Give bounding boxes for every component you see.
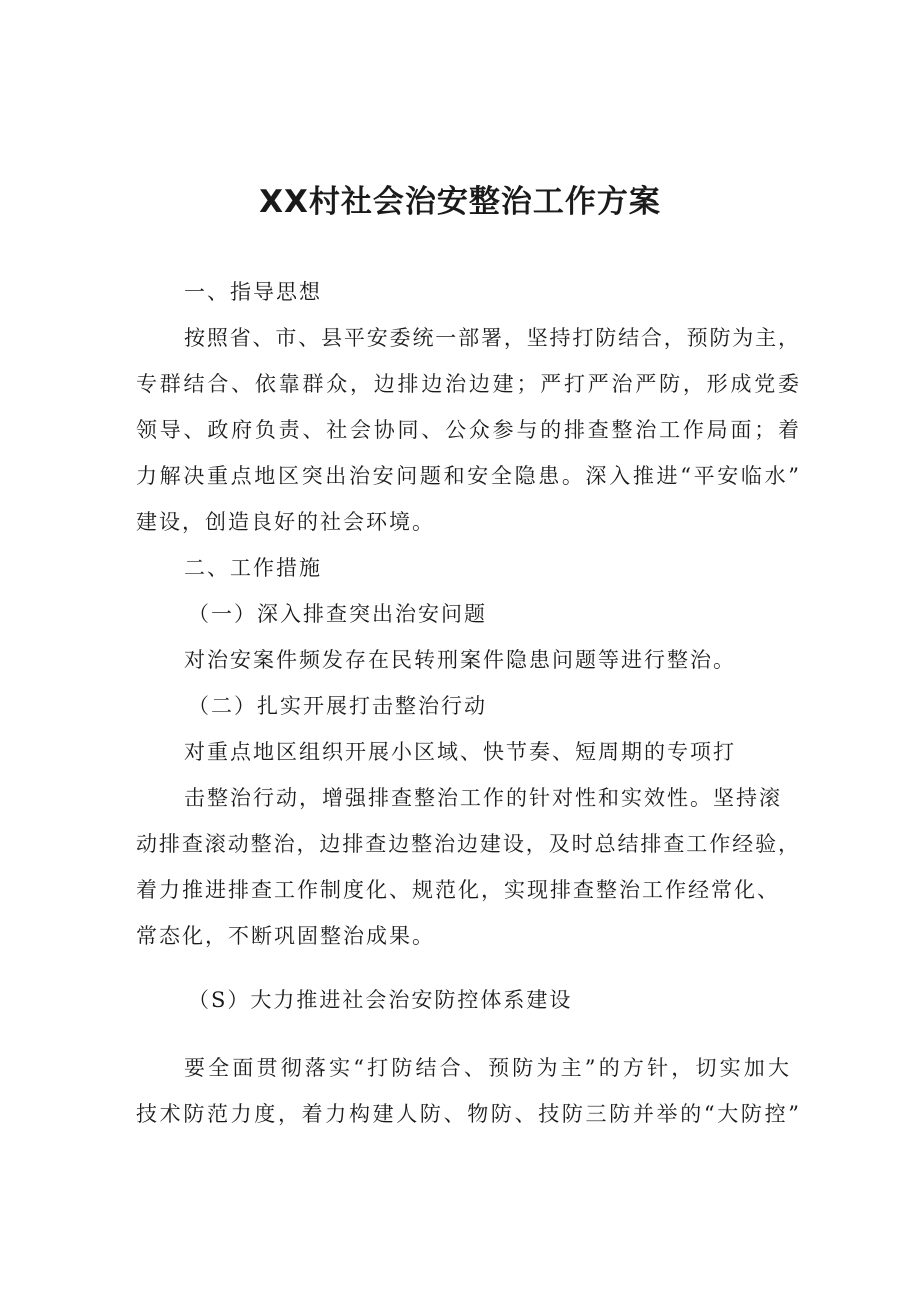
- paragraph-line: 动排查滚动整治，边排查边整治边建设，及时总结排查工作经验，: [136, 832, 800, 856]
- paragraph-line: 要全面贯彻落实“打防结合、预防为主”的方针，切实加大: [184, 1056, 790, 1080]
- paragraph-line: 着力推进排查工作制度化、规范化，实现排查整治工作经常化、: [136, 878, 780, 902]
- paragraph-line: 领导、政府负责、社会协同、公众参与的排查整治工作局面；着: [136, 418, 800, 442]
- section-heading-guiding-ideology: 一、指导思想: [184, 280, 322, 304]
- paragraph-line: 击整治行动，增强排查整治工作的针对性和实效性。坚持滚: [184, 786, 782, 810]
- subsection-heading: （S）大力推进社会治安防控体系建设: [188, 988, 573, 1012]
- paragraph-line: 按照省、市、县平安委统一部署，坚持打防结合，预防为主，: [184, 326, 800, 350]
- paragraph-line: 建设，创造良好的社会环境。: [136, 510, 435, 534]
- paragraph-line: 专群结合、依靠群众，边排边治边建；严打严治严防，形成党委: [136, 372, 800, 396]
- paragraph-line: 力解决重点地区突出治安问题和安全隐患。深入推进“平安临水”: [136, 464, 800, 488]
- document-title: XX村社会治安整治工作方案: [259, 184, 661, 220]
- paragraph-line: 常态化，不断巩固整治成果。: [136, 924, 435, 948]
- subsection-heading: （一）深入排查突出治安问题: [188, 602, 487, 626]
- paragraph-line: 技术防范力度，着力构建人防、物防、技防三防并举的“大防控”: [136, 1102, 800, 1126]
- paragraph-line: 对重点地区组织开展小区域、快节奏、短周期的专项打: [184, 740, 736, 764]
- paragraph-line: 对治安案件频发存在民转刑案件隐患问题等进行整治。: [184, 648, 736, 672]
- subsection-heading: （二）扎实开展打击整治行动: [188, 694, 487, 718]
- section-heading-work-measures: 二、工作措施: [184, 556, 322, 580]
